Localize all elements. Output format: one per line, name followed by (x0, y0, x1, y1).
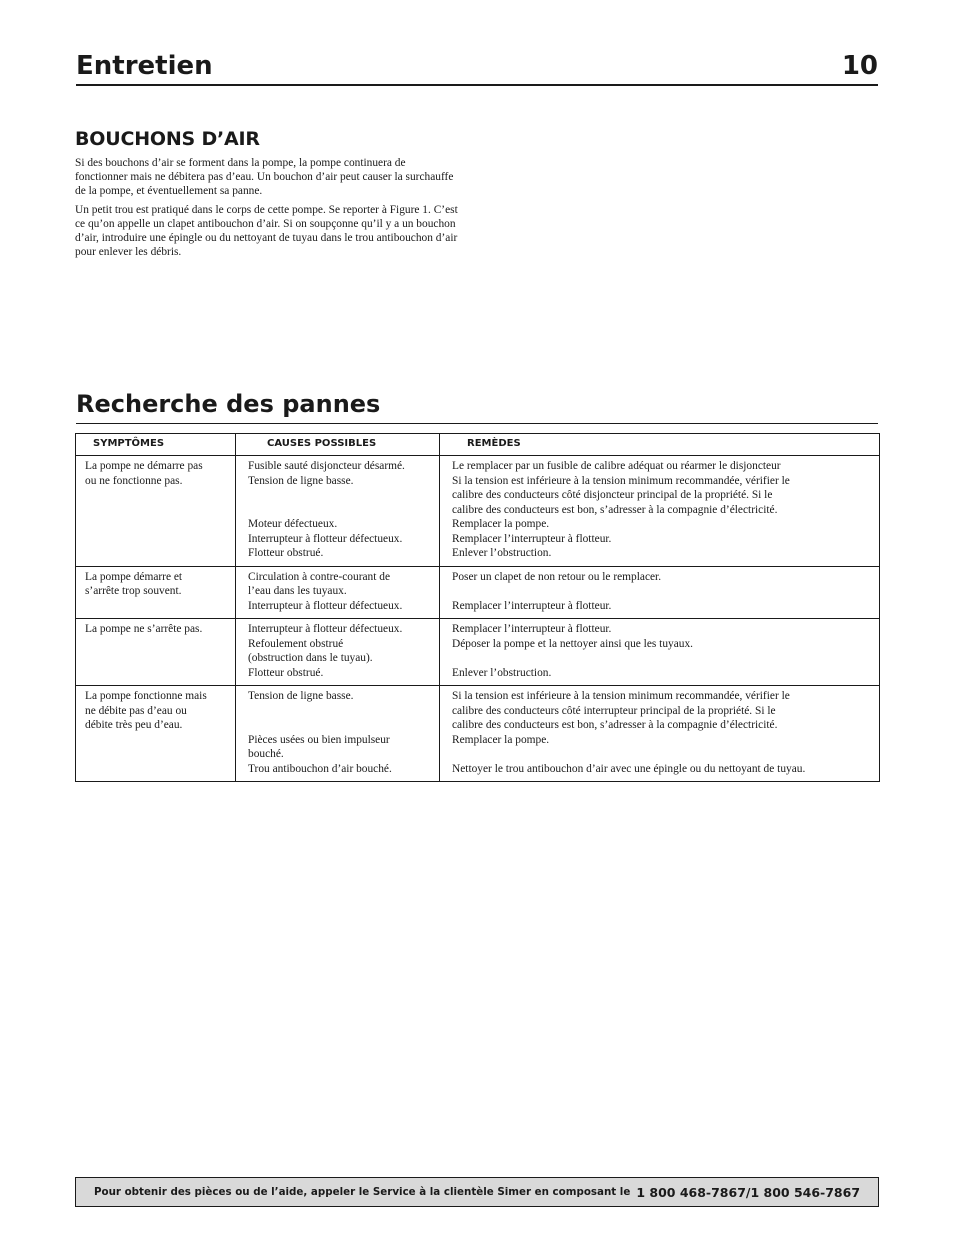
troubleshooting-title: Recherche des pannes (76, 390, 381, 418)
cell-line: débite très peu d’eau. (85, 719, 183, 731)
cell-line: calibre des conducteurs est bon, s’adresser à la compagnie d’électricité. (452, 503, 778, 516)
cell-line (248, 718, 436, 733)
cell-line: Remplacer l’interrupteur à flotteur. (452, 623, 612, 635)
cell-line: Tension de ligne basse. (248, 474, 354, 487)
cell-line (248, 704, 436, 719)
causes-cell (236, 456, 440, 567)
cell-line: s’arrête trop souvent. (85, 585, 182, 597)
cell-line: ou ne fonctionne pas. (85, 474, 183, 487)
remedies-cell (440, 619, 880, 686)
air-locks-paragraph: Si des bouchons d’air se forment dans la pompe, la pompe continuera de fonctionner mais ne débitera pas d’eau. Un bouchon d’air peut causer la surchauffe de la pompe, et éventuellement sa panne. (75, 157, 454, 198)
troubleshooting-table (75, 433, 880, 782)
cell-line: Poser un clapet de non retour ou le remplacer. (452, 570, 662, 583)
cell-line: Circulation à contre-courant de (248, 570, 391, 583)
cell-line: Enlever l’obstruction. (452, 547, 552, 559)
troubleshooting-header (76, 388, 878, 424)
symptom-cell (76, 619, 236, 686)
cell-line: calibre des conducteurs côté disjoncteur principal de la propriété. Si le (452, 489, 773, 501)
cell-line: Déposer la pompe et la nettoyer ainsi que les tuyaux. (452, 637, 694, 650)
causes-cell (236, 566, 440, 619)
causes-cell (236, 686, 440, 782)
symptom-cell (76, 456, 236, 567)
cell-line: Remplacer l’interrupteur à flotteur. (452, 599, 612, 612)
footer-bar (75, 1177, 879, 1207)
cell-line: La pompe ne démarre pas (85, 460, 203, 472)
cell-line: La pompe ne s’arrête pas. (85, 623, 203, 635)
page-number: 10 (841, 51, 878, 81)
cell-line (248, 503, 436, 518)
cell-line: La pompe fonctionne mais (85, 690, 207, 702)
table-row (76, 566, 880, 619)
table-row (76, 619, 880, 686)
cell-line: Flotteur obstrué. (248, 547, 324, 559)
table-row (76, 456, 880, 567)
cell-line: l’eau dans les tuyaux. (248, 585, 347, 597)
cell-line: Si la tension est inférieure à la tension minimum recommandée, vérifier le (452, 690, 790, 702)
cell-line: Si la tension est inférieure à la tension minimum recommandée, vérifier le (452, 474, 790, 487)
table-row (76, 686, 880, 782)
table-header-row (76, 434, 880, 456)
cell-line: Interrupteur à flotteur défectueux. (248, 532, 403, 545)
cell-line: Fusible sauté disjoncteur désarmé. (248, 460, 405, 472)
cell-line: bouché. (248, 748, 284, 760)
cell-line: Trou antibouchon d’air bouché. (248, 762, 392, 775)
symptom-cell (76, 686, 236, 782)
remedies-cell (440, 566, 880, 619)
cell-line: Refoulement obstrué (248, 637, 344, 650)
cell-line: Le remplacer par un fusible de calibre adéquat ou réarmer le disjoncteur (452, 460, 781, 472)
cell-line (452, 747, 876, 762)
page-title: Entretien (76, 51, 213, 81)
cell-line: Remplacer l’interrupteur à flotteur. (452, 532, 612, 545)
air-locks-paragraph: Un petit trou est pratiqué dans le corps de cette pompe. Se reporter à Figure 1. C’est ce qu’on appelle un clapet antibouchon d’air. Si on soupçonne qu’il y a un bouchon d’air, introduire une épingle ou du nettoyant de tuyau dans le trou antibouchon d’air pour enlever les débris. (75, 203, 458, 259)
cell-line: Remplacer la pompe. (452, 518, 550, 530)
symptom-cell (76, 566, 236, 619)
cell-line: Remplacer la pompe. (452, 733, 550, 746)
page-header (76, 50, 878, 86)
footer-text: Pour obtenir des pièces ou de l’aide, appeler le Service à la clientèle Simer en composant le (93, 1186, 631, 1198)
cell-line: ne débite pas d’eau ou (85, 704, 187, 717)
cell-line: Interrupteur à flotteur défectueux. (248, 599, 403, 612)
cell-line: calibre des conducteurs côté interrupteur principal de la propriété. Si le (452, 704, 776, 717)
cell-line (452, 651, 876, 666)
column-header-causes: CAUSES POSSIBLES (236, 434, 440, 456)
cell-line: Interrupteur à flotteur défectueux. (248, 623, 403, 635)
cell-line: (obstruction dans le tuyau). (248, 652, 373, 664)
cell-line: calibre des conducteurs est bon, s’adresser à la compagnie d’électricité. (452, 719, 778, 731)
air-locks-heading: BOUCHONS D’AIR (75, 128, 260, 150)
footer-phone: 1 800 468-7867/1 800 546-7867 (636, 1184, 861, 1200)
air-locks-section (75, 126, 460, 263)
cell-line: Flotteur obstrué. (248, 666, 324, 679)
column-header-remedies: REMÈDES (440, 434, 880, 456)
cell-line: La pompe démarre et (85, 570, 183, 583)
cell-line: Nettoyer le trou antibouchon d’air avec une épingle ou du nettoyant de tuyau. (452, 762, 806, 775)
cell-line (248, 488, 436, 503)
cell-line: Enlever l’obstruction. (452, 666, 552, 679)
cell-line: Pièces usées ou bien impulseur (248, 733, 390, 746)
remedies-cell (440, 456, 880, 567)
cell-line (452, 584, 876, 599)
remedies-cell (440, 686, 880, 782)
cell-line: Tension de ligne basse. (248, 690, 354, 702)
table-body (76, 456, 880, 782)
cell-line: Moteur défectueux. (248, 518, 338, 530)
causes-cell (236, 619, 440, 686)
column-header-symptoms: SYMPTÔMES (76, 434, 236, 456)
